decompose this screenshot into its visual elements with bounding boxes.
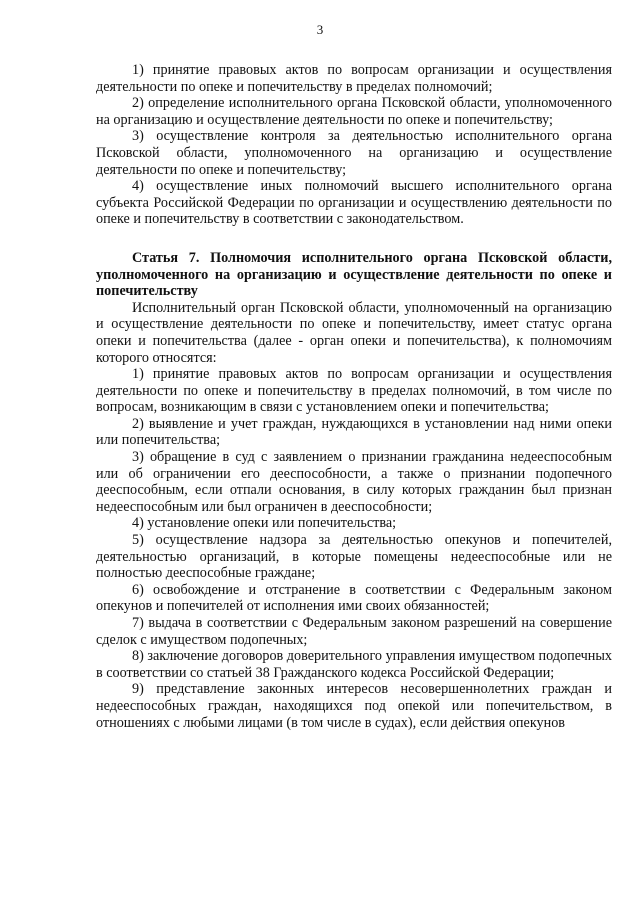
paragraph-item-2: 2) определение исполнительного органа Псковской области, уполномоченного на организацию и осуществление деятельности по опеке и попечительству;	[96, 95, 612, 128]
article-7-item-1: 1) принятие правовых актов по вопросам организации и осуществления деятельности по опеке и попечительству в пределах полномочий, в том числе по вопросам, возникающим в связи с установлением опеки и попечительства;	[96, 366, 612, 416]
article-7-heading: Статья 7. Полномочия исполнительного органа Псковской области, уполномоченного на организацию и осуществление деятельности по опеке и попечительству	[96, 249, 612, 300]
paragraph-item-3: 3) осуществление контроля за деятельностью исполнительного органа Псковской области, уполномоченного на организацию и осуществление деятельности по опеке и попечительству;	[96, 128, 612, 178]
article-7-item-8: 8) заключение договоров доверительного управления имуществом подопечных в соответствии со статьей 38 Гражданского кодекса Российской Федерации;	[96, 648, 612, 681]
article-7-item-4: 4) установление опеки или попечительства;	[132, 515, 397, 532]
document-body	[96, 62, 612, 731]
paragraph-item-1: 1) принятие правовых актов по вопросам организации и осуществления деятельности по опеке и попечительству в пределах полномочий;	[96, 62, 612, 95]
article-7-item-6: 6) освобождение и отстранение в соответствии с Федеральным законом опекунов и попечителей от исполнения ими своих обязанностей;	[96, 581, 612, 615]
article-7-item-9: 9) представление законных интересов несовершеннолетних граждан и недееспособных граждан, находящихся под опекой или попечительством, в отношениях с любыми лицами (в том числе в судах), если действия опекунов	[96, 681, 612, 731]
article-7-item-3: 3) обращение в суд с заявлением о признании гражданина недееспособным или об ограничении его дееспособности, а также о признании подопечного дееспособным, если отпали основания, в силу которых гражданин был признан недееспособным или был ограничен в дееспособности;	[96, 449, 612, 515]
article-7-item-7: 7) выдача в соответствии с Федеральным законом разрешений на совершение сделок с имуществом подопечных;	[96, 615, 612, 648]
article-7-intro: Исполнительный орган Псковской области, уполномоченный на организацию и осуществление деятельности по опеке и попечительству, имеет статус органа опеки и попечительства (далее - орган опеки и попечительства), к полномочиям которого относятся:	[96, 299, 612, 366]
paragraph-item-4: 4) осуществление иных полномочий высшего исполнительного органа субъекта Российской Федерации по организации и осуществлению деятельности по опеке и попечительству в соответствии с законодательством.	[96, 178, 612, 228]
page-number: 3	[316, 22, 324, 37]
article-7-item-2: 2) выявление и учет граждан, нуждающихся в установлении над ними опеки или попечительства;	[96, 415, 612, 449]
article-7-item-5: 5) осуществление надзора за деятельностью опекунов и попечителей, деятельностью организаций, в которые помещены недееспособные или не полностью дееспособные граждане;	[96, 532, 612, 582]
